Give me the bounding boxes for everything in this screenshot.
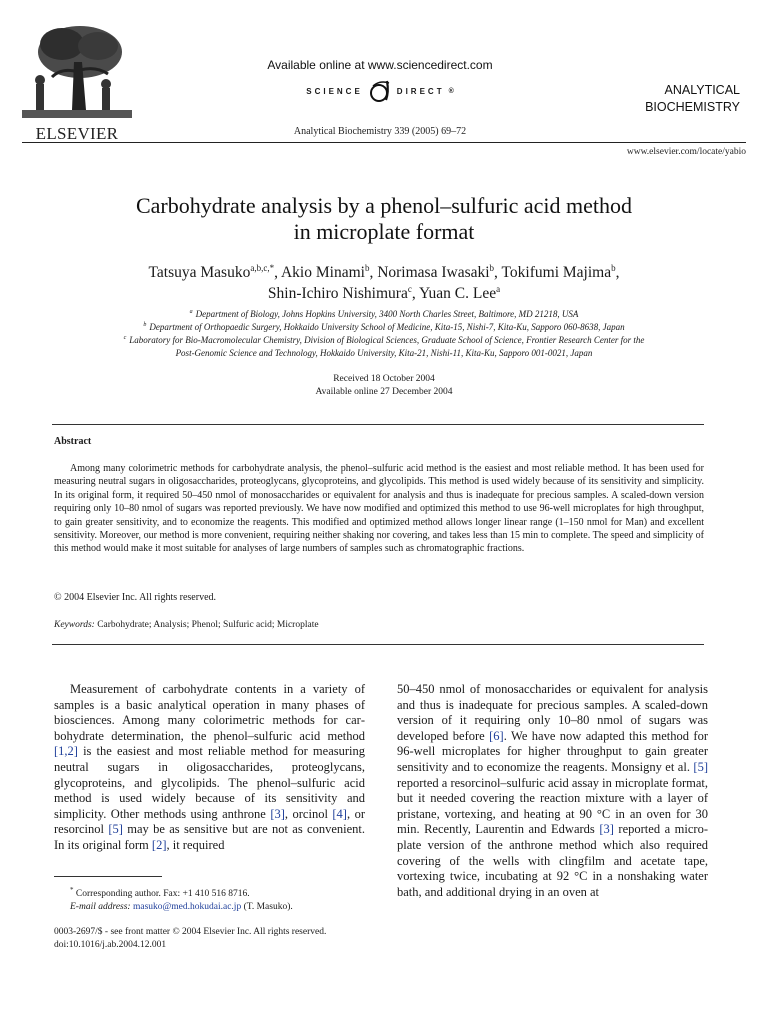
affiliation-text: Post-Genomic Science and Technology, Hokkaido University, Kita-21, Nishi-11, Kita-Ku, Sapporo 001-0021, Japan xyxy=(175,348,593,358)
front-matter xyxy=(54,926,414,952)
journal-citation: Analytical Biochemistry 339 (2005) 69–72 xyxy=(293,126,467,137)
abstract-text: Among many colorimetric methods for carbohydrate analysis, the phenol–sulfuric acid method is the easiest and most reliable method. It has been used for measuring neutral sugars in oligosaccharides, proteoglycans, glycoproteins, and glycolipids. This method is used widely because of its sensitivity and simplicity. In its original form, it required 50–450 nmol of monosaccharides or equivalent for analysis and thus is inadequate for precious samples. A scaled-down version requiring only 10–80 nmol of sugars was reported previously. We have now modified and optimized this method to use 96-well microplates for high throughput, to gain greater sensitivity, and to economize the reagents. This modified and optimized method allows longer linear range (1–150 nmol for Man) and excellent sensitivity. Moreover, our method is more convenient, requiring neither shaking nor covering, and takes less than 15 min to complete. The speed and simplicity of this method would make it most suitable for analyses of large numbers of samples such as chromatographic fractions. xyxy=(54,463,704,555)
author-separator: , xyxy=(615,264,620,281)
affiliation-key: c xyxy=(123,335,127,341)
affiliation-item xyxy=(30,321,738,334)
issn-line: 0003-2697/$ - see front matter © 2004 Elsevier Inc. All rights reserved. xyxy=(54,927,327,937)
email-label: E-mail address: xyxy=(70,902,131,913)
affiliation-text: Department of Biology, Johns Hopkins University, 3400 North Charles Street, Baltimore, MD 21218, USA xyxy=(195,309,579,319)
author-name: Shin-Ichiro Nishimura xyxy=(267,285,408,302)
body-column-right xyxy=(397,682,708,900)
affiliation-item xyxy=(30,347,738,360)
footnote-rule xyxy=(54,876,162,877)
email-note xyxy=(54,901,374,914)
email-suffix: (T. Masuko). xyxy=(241,902,293,913)
body-text: , orcinol xyxy=(284,806,333,821)
received-date: Received 18 October 2004 xyxy=(333,374,435,384)
body-text: . We have now adapted this method for 96-well microplates for higher throughput to gain greater sensitivity and to economize the reagents. Monsigny et al. xyxy=(397,728,708,774)
citation-link[interactable]: [3] xyxy=(270,806,285,821)
body-text: reported a microplate version of the anthrone method which also required covering of the wells with clingfilm and acetate tape, vortexing twice, incubating at 92 °C in a nonshaking water bath, and additional drying in an oven at xyxy=(397,822,709,899)
article-title xyxy=(60,193,708,245)
sciencedirect-logo xyxy=(230,78,530,104)
affiliation-text: Laboratory for Bio-Macromolecular Chemistry, Division of Biological Sciences, Graduate School of Science, Frontier Research Center for the xyxy=(129,335,645,345)
journal-name-line1: ANALYTICAL xyxy=(664,83,740,97)
author-affiliation-marker[interactable]: a xyxy=(496,283,501,294)
author-name: Norimasa Iwasaki xyxy=(377,264,490,281)
citation-link[interactable]: [2] xyxy=(151,837,167,852)
abstract-top-rule xyxy=(52,424,704,425)
body-text: , or resorcinol xyxy=(54,806,365,837)
citation-link[interactable]: [4] xyxy=(332,806,347,821)
keywords-label: Keywords: xyxy=(54,620,95,630)
citation-link[interactable]: [1,2] xyxy=(54,744,78,759)
author-name: Tatsuya Masuko xyxy=(148,264,251,281)
body-text: may be as sensitive but are not as convenient. In its original form xyxy=(54,822,366,852)
body-column-left xyxy=(54,682,365,854)
header-divider xyxy=(22,142,746,143)
keywords xyxy=(54,620,704,630)
author-separator: , xyxy=(411,285,420,302)
author-separator: , xyxy=(274,264,281,281)
author-affiliation-marker[interactable]: b xyxy=(489,262,495,273)
sd-left-text: SCIENCE xyxy=(306,86,363,96)
footnote xyxy=(54,884,374,914)
sciencedirect-block xyxy=(230,58,530,104)
doi-line[interactable]: doi:10.1016/j.ab.2004.12.001 xyxy=(54,940,167,950)
author-affiliation-marker[interactable]: c xyxy=(407,283,412,294)
article-dates xyxy=(180,373,588,399)
author-line-2 xyxy=(60,283,708,304)
abstract-bottom-rule xyxy=(52,644,704,645)
title-line-2: in microplate format xyxy=(293,219,475,244)
citation-link[interactable]: [5] xyxy=(693,759,708,774)
sd-registered-mark: ® xyxy=(448,87,454,95)
affiliation-text: Department of Orthopaedic Surgery, Hokkaido University School of Medicine, Kita-15, Nishi-7, Kita-Ku, Sapporo 060-8638, Japan xyxy=(149,322,625,332)
author-separator: , xyxy=(494,264,502,281)
abstract-heading: Abstract xyxy=(54,436,92,447)
body-text: Measurement of carbohydrate contents in a variety of samples is a basic analytical operation in many phases of biosciences. Among many colorimetric methods for carbohydrate determination, the phenol–sulfuric acid method xyxy=(54,682,365,743)
author-name: Akio Minami xyxy=(280,264,365,281)
citation-link[interactable]: [6] xyxy=(489,728,504,743)
sciencedirect-d-icon xyxy=(367,78,393,104)
available-online-link[interactable]: Available online at www.sciencedirect.com xyxy=(267,58,493,72)
body-text: 50–450 nmol of monosaccharides or equivalent for analysis and thus is inadequate for precious samples. A scaled-down version of it requiring only 10–80 nmol of sugars was developed before xyxy=(397,682,708,743)
author-separator: , xyxy=(369,264,378,281)
corresponding-text: Corresponding author. Fax: +1 410 516 8716. xyxy=(75,889,250,900)
corresponding-author-note xyxy=(54,884,374,901)
author-list xyxy=(60,262,708,304)
publisher-logo xyxy=(22,22,132,144)
affiliation-key: b xyxy=(143,322,147,328)
author-line-1 xyxy=(60,262,708,283)
body-text: is the easiest and most reliable method for measuring neutral sugars in oligosaccharides, proteoglycans, glycoproteins, and glycolipids. The phenol–sulfuric acid method is used widely because of its sensitivity and simplicity. Other methods using anthrone xyxy=(54,744,365,821)
author-affiliation-marker[interactable]: a,b,c,* xyxy=(250,262,275,273)
author-affiliation-marker[interactable]: b xyxy=(611,262,616,273)
email-link[interactable]: masuko@med.hokudai.ac.jp xyxy=(132,902,242,913)
author-name: Yuan C. Lee xyxy=(419,285,497,302)
affiliation-key: a xyxy=(189,309,193,315)
author-affiliation-marker[interactable]: b xyxy=(364,262,370,273)
body-text: reported a resorcinol–sulfuric acid assay in microplate format, but it needed covering the reaction mixture with a layer of pristane, vortexing, and heating at 90 °C in an oven for 30 min. Recently, Laurentin and Edwards xyxy=(397,775,708,837)
journal-url-link[interactable]: www.elsevier.com/locate/yabio xyxy=(626,147,746,157)
citation-link[interactable]: [3] xyxy=(599,822,614,837)
footnote-marker: * xyxy=(70,886,74,894)
publisher-name: ELSEVIER xyxy=(35,124,119,143)
journal-name-line2: BIOCHEMISTRY xyxy=(645,100,740,114)
body-text: , it required xyxy=(166,837,225,852)
affiliation-list xyxy=(30,308,738,360)
sd-right-text: DIRECT xyxy=(396,86,445,96)
available-date: Available online 27 December 2004 xyxy=(315,387,453,397)
title-line-1: Carbohydrate analysis by a phenol–sulfuric acid method xyxy=(135,193,633,218)
affiliation-item xyxy=(30,308,738,321)
affiliation-item xyxy=(30,334,738,347)
citation-link[interactable]: [5] xyxy=(108,822,123,837)
keywords-list: Carbohydrate; Analysis; Phenol; Sulfuric acid; Microplate xyxy=(97,620,319,630)
abstract-copyright: © 2004 Elsevier Inc. All rights reserved. xyxy=(54,592,217,603)
author-name: Tokifumi Majima xyxy=(501,264,612,281)
elsevier-tree-icon xyxy=(22,22,132,122)
journal-name xyxy=(560,82,740,116)
